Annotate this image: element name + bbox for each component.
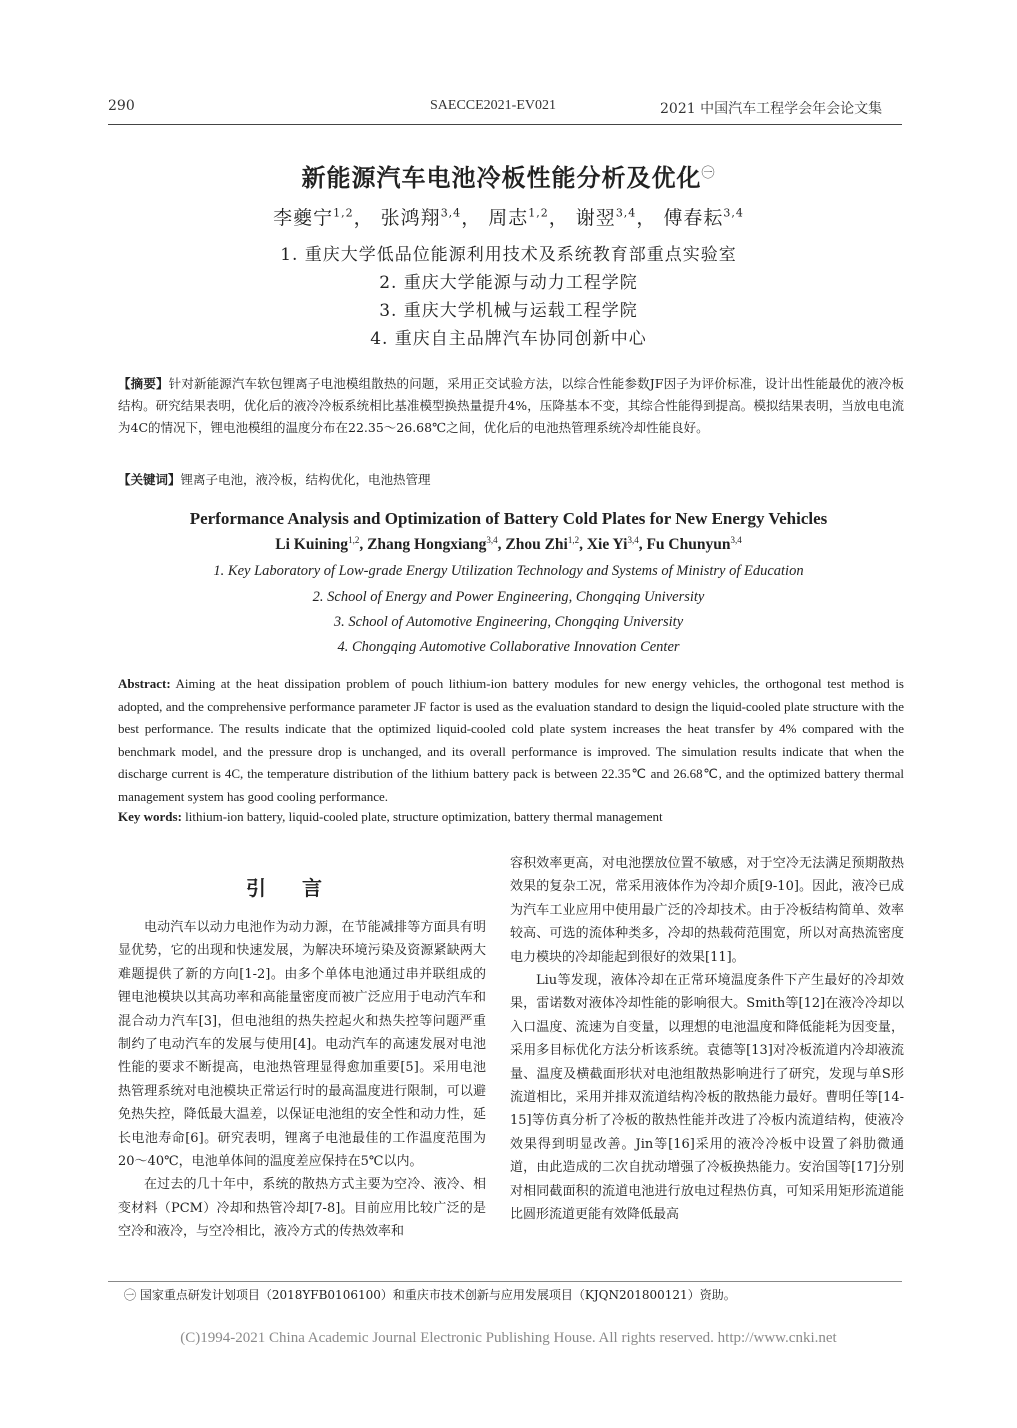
paragraph: Liu等发现，液体冷却在正常环境温度条件下产生最好的冷却效果，雷诺数对液体冷却性能的影响很大。Smith等[12]在液冷冷却以入口温度、流速为自变量，以理想的电池温度和降低能耗为因变量，采用多目标优化方法分析该系统。袁德等[13]对冷板流道内冷却液流量、温度及横截面形状对电池组散热影响进行了研究，发现与单S形流道相比，采用并排双流道结构冷板的散热能力最好。曹明任等[14-15]等仿真分析了冷板的散热性能并改进了冷板内流道结构，使液冷效果得到明显改善。Jin等[16]采用的液冷冷板中设置了斜肋微通道，由此造成的二次自扰动增强了冷板换热能力。安治国等[17]分别对相同截面积的流道电池进行放电过程热仿真，可知采用矩形流道能比圆形流道更能有效降低最高 <box>510 973 904 1223</box>
affiliation-cn-3: 3. 重庆大学机械与运载工程学院 <box>379 301 638 321</box>
keywords-en-label: Key words: <box>118 809 182 824</box>
abstract-cn-label: 【摘要】 <box>118 376 169 391</box>
author-sup: 1,2 <box>528 206 549 220</box>
author-sup-en: 3,4 <box>730 535 742 545</box>
author-name-en: Zhang Hongxiang <box>367 536 487 554</box>
abstract-cn <box>118 373 904 439</box>
affiliation-cn-1: 1. 重庆大学低品位能源利用技术及系统教育部重点实验室 <box>280 245 737 265</box>
title-text: 新能源汽车电池冷板性能分析及优化 <box>301 163 702 192</box>
keywords-cn-text: 锂离子电池，液冷板，结构优化，电池热管理 <box>180 472 431 487</box>
body-column-left <box>118 916 486 1244</box>
author-sup: 1,2 <box>333 206 354 220</box>
author-sup: 3,4 <box>440 206 462 220</box>
keywords-cn <box>118 470 904 488</box>
paragraph: 在过去的几十年中，系统的散热方式主要为空冷、液冷、相变材料（PCM）冷却和热管冷却[7-8]。目前应用比较广泛的是空冷和液冷，与空冷相比，液冷方式的传热效率和 <box>118 1177 486 1240</box>
paragraph: 电动汽车以动力电池作为动力源，在节能减排等方面具有明显优势，它的出现和快速发展，为解决环境污染及资源紧缺两大难题提供了新的方向[1-2]。由多个单体电池通过串并联组成的锂电池模块以其高功率和高能量密度而被广泛应用于电动汽车和混合动力汽车[3]，但电池组的热失控起火和热失控等问题严重制约了电动汽车的发展与使用[4]。电动汽车的高速发展对电池性能的要求不断提高，电池热管理显得愈加重要[5]。采用电池热管理系统对电池模块正常运行时的最高温度进行限制，可以避免热失控，降低最大温差，以保证电池组的安全性和动力性，延长电池寿命[6]。研究表明，锂离子电池最佳的工作温度范围为20～40℃，电池单体间的温度差应保持在5℃以内。 <box>118 920 486 1170</box>
page-number: 290 <box>108 98 135 114</box>
paper-code: SAECCE2021-EV021 <box>430 98 556 113</box>
keywords-cn-label: 【关键词】 <box>118 472 181 487</box>
author-name-en: Xie Yi <box>586 536 628 554</box>
author-name: 傅春耘 <box>663 207 724 229</box>
author-name: 张鸿翔 <box>380 207 441 229</box>
abstract-cn-text: 针对新能源汽车软包锂离子电池模组散热的问题，采用正交试验方法，以综合性能参数JF因子为评价标准，设计出性能最优的液冷板结构。研究结果表明，优化后的液冷冷板系统相比基准模型换热量提升4%，压降基本不变，其综合性能得到提高。模拟结果表明，当放电电流为4C的情况下，锂电池模组的温度分布在22.35～26.68℃之间，优化后的电池热管理系统冷却性能良好。 <box>118 376 904 435</box>
paper-title-cn <box>0 158 1017 193</box>
author-name: 李夔宁 <box>273 207 334 229</box>
author-name-en: Zhou Zhi <box>505 536 568 554</box>
authors-en: Li Kuining$^{1,2}$, Zhang Hongxiang$^{3,4}$, Zhou Zhi$^{1,2}$, Xie Yi$^{3,4}$, Fu Chunyun$^{3,4}$ <box>275 535 742 554</box>
abstract-en-label: Abstract: <box>118 676 171 691</box>
affiliation-en-2: 2. School of Energy and Power Engineering, Chongqing University <box>312 589 705 605</box>
keywords-en-text: lithium-ion battery, liquid-cooled plate, structure optimization, battery thermal management <box>185 809 663 824</box>
copyright-notice: (C)1994-2021 China Academic Journal Electronic Publishing House. All rights reserved. http://www.cnki.net <box>180 1330 837 1346</box>
abstract-en-text: Aiming at the heat dissipation problem of pouch lithium-ion battery modules for new energy vehicles, the orthogonal test method is adopted, and the comprehensive performance parameter JF factor is used as the evaluation standard to design the liquid-cooled plate structure with the best performance. The results indicate that the optimized liquid-cooled cold plate system increases the heat transfer by 4% compared with the benchmark model, and the pressure drop is unchanged, and its overall performance is improved. The simulation results indicate that when the discharge current is 4C, the temperature distribution of the lithium battery pack is between 22.35℃ and 26.68℃, and the optimized battery thermal management system has good cooling performance. <box>118 676 904 804</box>
author-sup-en: 3,4 <box>486 535 498 545</box>
body-column-right <box>510 852 904 1227</box>
affiliation-en-1: 1. Key Laboratory of Low-grade Energy Utilization Technology and Systems of Ministry of Education <box>213 563 804 579</box>
proceedings-title: 2021 中国汽车工程学会年会论文集 <box>660 101 883 117</box>
section-heading-introduction: 引言 <box>246 876 358 900</box>
author-sup: 3,4 <box>615 206 637 220</box>
paper-title-en: Performance Analysis and Optimization of Battery Cold Plates for New Energy Vehicles <box>189 509 828 528</box>
author-name-en: Fu Chunyun <box>646 536 731 554</box>
footnote-rule <box>108 1281 902 1282</box>
authors-cn: 李夔宁$^{1,2}$， 张鸿翔$^{3,4}$， 周志$^{1,2}$， 谢翌$^{3,4}$， 傅春耘$^{3,4}$ <box>273 206 744 229</box>
author-sup-en: 1,2 <box>567 535 580 545</box>
author-name: 周志 <box>488 207 529 229</box>
author-sup-en: 3,4 <box>627 535 639 545</box>
affiliation-cn-4: 4. 重庆自主品牌汽车协同创新中心 <box>370 329 647 349</box>
affiliation-en-3: 3. School of Automotive Engineering, Chongqing University <box>333 614 684 630</box>
author-name-en: Li Kuining <box>275 536 349 554</box>
affiliation-cn-2: 2. 重庆大学能源与动力工程学院 <box>379 273 638 293</box>
author-sup: 3,4 <box>723 206 744 220</box>
header-rule <box>108 124 902 125</box>
paragraph: 容积效率更高，对电池摆放位置不敏感，对于空冷无法满足预期散热效果的复杂工况，常采用液体作为冷却介质[9-10]。因此，液冷已成为汽车工业应用中使用最广泛的冷却技术。由于冷板结构简单、效率较高、可选的流体种类多，冷却的热载荷范围宽，所以对高热流密度电力模块的冷却能起到很好的效果[11]。 <box>510 856 904 965</box>
abstract-en <box>118 673 904 808</box>
title-footnote-mark: ㊀ <box>701 166 716 181</box>
affiliation-en-4: 4. Chongqing Automotive Collaborative Innovation Center <box>337 639 680 655</box>
funding-footnote: ㊀ 国家重点研发计划项目（2018YFB0106100）和重庆市技术创新与应用发展项目（KJQN201800121）资助。 <box>124 1288 736 1302</box>
author-sup-en: 1,2 <box>348 535 360 545</box>
author-name: 谢翌 <box>575 207 616 229</box>
keywords-en <box>118 809 904 825</box>
